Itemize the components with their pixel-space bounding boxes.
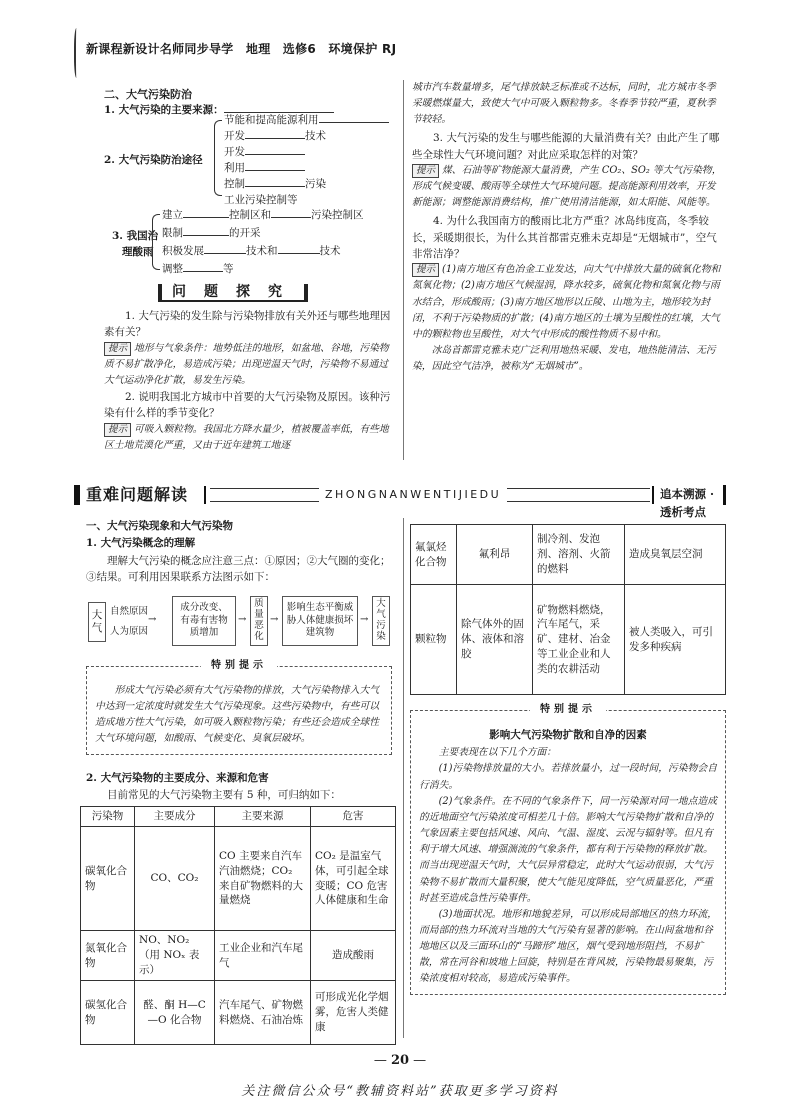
diagram-effects: 影响生态平衡威胁人体健康损坏建筑物 bbox=[282, 596, 358, 646]
table-row: 碳氧化合物 CO、CO₂ CO 主要来自汽车汽油燃烧；CO₂ 来自矿物燃料的大量燃烧 CO₂ 是温室气体，可引起全球变暖；CO 危害人体健康和生命 bbox=[81, 827, 396, 931]
diagram-atmosphere: 大 气 bbox=[88, 602, 106, 642]
q2-brace bbox=[214, 120, 222, 196]
column-divider-bottom bbox=[403, 518, 404, 1038]
banner-pinyin: ZHONGNANWENTIJIEDU bbox=[319, 486, 507, 503]
page-number: — 20 — bbox=[373, 1053, 427, 1068]
banner-title: 重难问题解读 bbox=[86, 485, 189, 504]
sec2-sub1: 1. 大气污染概念的理解 bbox=[86, 537, 196, 549]
table-row: 氟氯烃化合物 氟利昂 制冷剂、发泡剂、溶剂、火箭的燃料 造成臭氧层空洞 bbox=[411, 525, 726, 585]
q3-list: 建立 控制区和 污染控制区 限制 的开采 积极发展 技术和 技术 调整 等 bbox=[162, 209, 364, 275]
pollutant-table-left: 污染物 主要成分 主要来源 危害 碳氧化合物 CO、CO₂ CO 主要来自汽车汽油燃烧；CO₂ 来自矿物燃料的大量燃烧 CO₂ 是温室气体，可引起全球变暖；CO 危害人体健康和生命 氮氧化合物 NO、NO₂（用 NOₓ 表示） 工业企业和汽车尾气 造成酸雨 碳氢化合物 醛、酮 H—C—O 化合物 汽车尾气、矿物燃料燃烧、石油冶炼 可形成光化学烟雾，危害人类健康 bbox=[80, 806, 396, 1045]
q3-label: 3. 我国治 理酸雨 bbox=[112, 230, 159, 258]
sec2-title: 一、大气污染现象和大气污染物 bbox=[86, 520, 233, 532]
sec2-sub2: 2. 大气污染物的主要成分、来源和危害 bbox=[86, 772, 269, 784]
diagram-quality: 质量恶化 bbox=[250, 596, 268, 646]
q2-label: 2. 大气污染防治途径 bbox=[104, 154, 203, 166]
special-tip-2: 特别提示 影响大气污染物扩散和自净的因素 主要表现在以下几个方面： (1)污染物排放量的大小。若排放量小，过一段时间，污染物会自行消失。 (2)气象条件。在不同的气象条件下，同一污染源对同一地点造成的近地面空气污染浓度可相差几十倍。影响大气污染物扩散和自净的气象因素主要包括风速、风向、气温、湿度、云况与辐射等。但凡有利于增大风速、增强湍流的气象条件，都有利于污染物的释放扩散。而当出现逆温天气时，大气层异常稳定，此时大气运动很弱，大气污染物不易扩散而大量积聚，使大气能见度降低，空气质量恶化，严重时甚至造成急性污染事件。 (3)地面状况。地形和地貌差异，可以形成局部地区的热力环流，而局部的热力环流对当地的大气污染有显著的影响。在山间盆地和谷地地区以及三面环山的“马蹄形”地区，烟气受到地形阻挡，不易扩散，常在河谷和坡地上回旋，特别是在背风坡，污染物最易聚集，污染浓度相对较高，易造成污染事件。 bbox=[410, 710, 726, 995]
cause-diagram: 大 气 自然原因 人为原因 → 成分改变、有毒有害物质增加 → 质量恶化 → 影响生态平衡威胁人体健康损坏建筑物 → 大气污染 bbox=[86, 594, 392, 652]
table-row: 碳氢化合物 醛、酮 H—C—O 化合物 汽车尾气、矿物燃料燃烧、石油冶炼 可形成光化学烟雾，危害人类健康 bbox=[81, 981, 396, 1045]
table-row: 氮氧化合物 NO、NO₂（用 NOₓ 表示） 工业企业和汽车尾气 造成酸雨 bbox=[81, 931, 396, 981]
footer-note: 关注微信公众号“教辅资料站”获取更多学习资料 bbox=[241, 1084, 559, 1099]
column-divider-top bbox=[403, 80, 404, 460]
sec2-p1: 理解大气污染的概念应注意三点：①原因；②大气圈的变化；③结果。可利用因果联系方法图示如下： bbox=[86, 555, 391, 584]
q2-list: 节能和提高能源利用 开发 技术 开发 利用 控制 污染 工业污染控制等 bbox=[224, 112, 389, 208]
q1-label: 1. 大气污染的主要来源： bbox=[104, 104, 224, 116]
explore-right: 城市汽车数量增多，尾气排放缺乏标准或不达标，同时，北方城市冬季采暖燃煤量大，致使大气中可吸入颗粒物多。冬春季节较严重，夏秋季节较轻。 3. 大气污染的发生与哪些能源的大量消费有关？由此产生了哪些全球性大气环境问题？对此应采取怎样的对策？ 提示 煤、石油等矿物能源大量消费，产生 CO₂、SO₂ 等大气污染物，形成气候变暖、酸雨等全球性大气环境问题。提高能源利用效率，开发新能源；调整能源消费结构，推广使用清洁能源，如太阳能、风能等。 4. 为什么我国南方的酸雨比北方严重？冰岛纬度高，冬季较长，采暖期很长，为什么其首都雷克雅未克却是“无烟城市”，空气非常洁净？ 提示 (1)南方地区有色冶金工业发达，向大气中排放大量的硫氧化物和氮氧化物；(2)南方地区气候湿润，降水较多，硫氧化物和氮氧化物与雨水结合，形成酸雨；(3)南方地区地形以丘陵、山地为主，地形较为封闭，不利于污染物质的扩散；(4)南方地区的土壤为呈酸性的红壤，大气中的颗粒物也呈酸性，对大气中形成的酸性物质不易中和。 冰岛首都雷克雅未克广泛利用地热采暖、发电，地热能清洁、无污染，因此空气洁净，被称为“无烟城市”。 bbox=[412, 82, 722, 373]
diagram-change: 成分改变、有毒有害物质增加 bbox=[172, 596, 236, 646]
header-title: 新课程新设计名师同步导学 地理 选修6 环境保护 RJ bbox=[86, 42, 397, 56]
header-bracket bbox=[74, 28, 80, 78]
special-tip-1: 特别提示 形成大气污染必须有大气污染物的排放，大气污染物排入大气中达到一定浓度时就发生大气污染现象。这些污染物中，有些可以造成地方性大气污染，如可吸入颗粒物污染；有些还会造成全球性大气环境问题，如酸雨、气候变化、臭氧层破坏。 bbox=[86, 666, 392, 755]
explore-left: 1. 大气污染的发生除与污染物排放有关外还与哪些地理因素有关？ 提示 地形与气象条件：地势低洼的地形，如盆地、谷地，污染物质不易扩散净化，易造成污染；出现逆温天气时，污染物不易通过大气运动净化扩散，易发生污染。 2. 说明我国北方城市中首要的大气污染物及原因。该种污染有什么样的季节变化？ 提示 可吸入颗粒物。我国北方降水量少，植被覆盖率低，有些地区土地荒漠化严重，又由于近年建筑工地逐 bbox=[104, 310, 391, 451]
banner bbox=[74, 482, 726, 519]
diagram-result: 大气污染 bbox=[372, 596, 390, 646]
explore-heading: 问 题 探 究 bbox=[158, 282, 308, 302]
q3-brace bbox=[152, 214, 160, 270]
pollutant-table-right bbox=[410, 524, 726, 695]
banner-slogan: 追本溯源 · 透析考点 bbox=[660, 487, 715, 519]
table-row: 颗粒物 除气体外的固体、液体和溶胶 矿物燃料燃烧，汽车尾气，采矿、建材、冶金等工业企业和人类的农耕活动 被人类吸入，可引发多种疾病 bbox=[411, 585, 726, 695]
diagram-causes: 自然原因 人为原因 bbox=[110, 606, 149, 637]
sec2-p2: 目前常见的大气污染物主要有 5 种，可归纳如下： bbox=[107, 789, 341, 801]
section-title-prevention: 二、大气污染防治 bbox=[104, 88, 192, 101]
